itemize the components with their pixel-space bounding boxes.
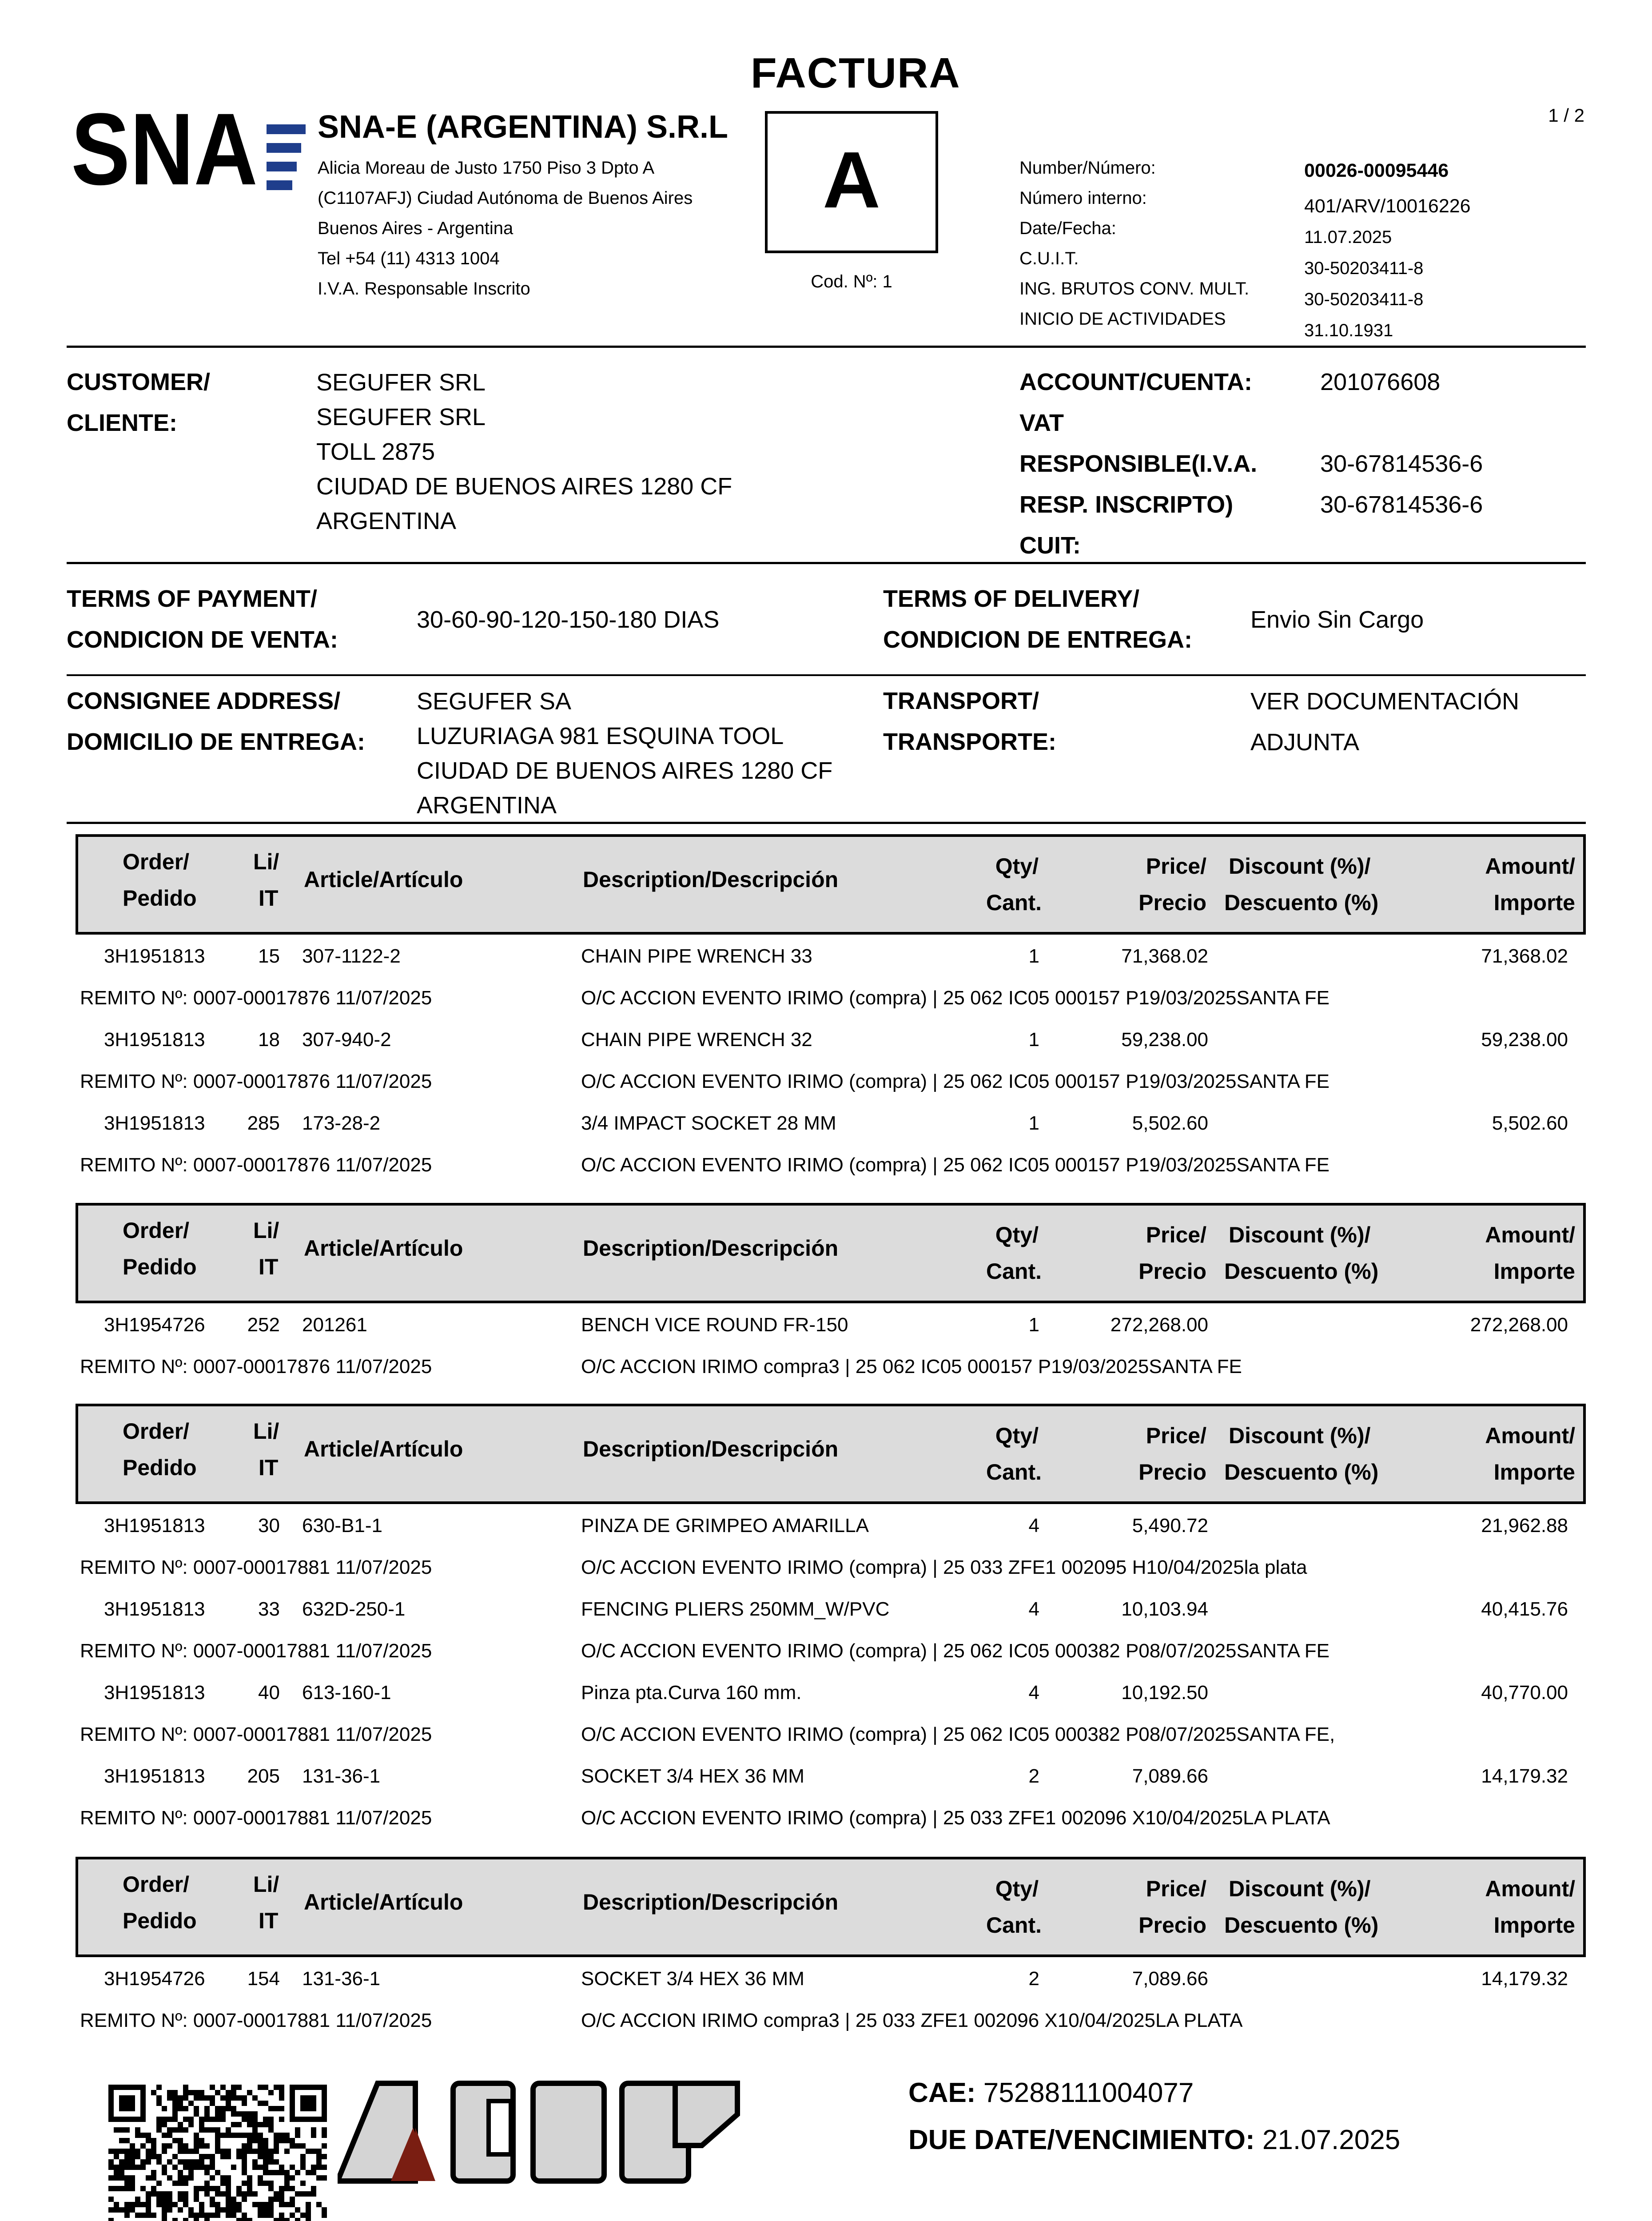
transport-value: VER DOCUMENTACIÓN bbox=[1250, 688, 1520, 715]
discount-col-header: Discount (%)/ bbox=[1229, 854, 1371, 879]
order-col-header: Pedido bbox=[123, 886, 197, 911]
cell-qty: 2 bbox=[1028, 1765, 1039, 1787]
cell-order: 3H1951813 bbox=[104, 1112, 205, 1134]
customer-line: ARGENTINA bbox=[316, 508, 457, 534]
cell-qty: 1 bbox=[1028, 1029, 1039, 1051]
description-col-header: Description/Descripción bbox=[583, 867, 839, 892]
divider bbox=[67, 822, 1586, 824]
cell-description: FENCING PLIERS 250MM_W/PVC bbox=[581, 1598, 890, 1620]
payment-terms-label: TERMS OF PAYMENT/ bbox=[67, 585, 318, 612]
qty-col-header: Qty/ bbox=[995, 1423, 1039, 1448]
cuit-value: 30-50203411-8 bbox=[1304, 259, 1424, 278]
line-col-header: Li/ bbox=[253, 849, 279, 874]
cell-li: 40 bbox=[258, 1682, 280, 1704]
afip-logo bbox=[338, 2079, 746, 2194]
discount-col-header: Descuento (%) bbox=[1224, 1460, 1379, 1485]
description-col-header: Description/Descripción bbox=[583, 1437, 839, 1461]
company-address-line: Alicia Moreau de Justo 1750 Piso 3 Dpto A bbox=[318, 158, 655, 178]
price-col-header: Precio bbox=[1138, 1259, 1206, 1284]
amount-col-header: Importe bbox=[1493, 1460, 1575, 1485]
invoice-type-letter: A bbox=[823, 135, 880, 225]
cell-order: 3H1951813 bbox=[104, 1682, 205, 1704]
delivery-terms-label: TERMS OF DELIVERY/ bbox=[883, 585, 1140, 612]
ingresos-brutos-value: 30-50203411-8 bbox=[1304, 290, 1424, 309]
order-note: O/C ACCION IRIMO compra3 | 25 033 ZFE1 002096 X10/04/2025LA PLATA bbox=[581, 2010, 1243, 2031]
customer-line: TOLL 2875 bbox=[316, 438, 435, 465]
cell-li: 154 bbox=[247, 1968, 280, 1990]
remito-note: REMITO Nº: 0007-00017881 11/07/2025 bbox=[80, 1640, 432, 1662]
cell-li: 33 bbox=[258, 1598, 280, 1620]
amount-col-header: Importe bbox=[1493, 890, 1575, 915]
cell-description: BENCH VICE ROUND FR-150 bbox=[581, 1314, 848, 1336]
line-col-header: Li/ bbox=[253, 1872, 279, 1897]
divider bbox=[67, 674, 1586, 676]
remito-note: REMITO Nº: 0007-00017876 11/07/2025 bbox=[80, 1154, 432, 1176]
cell-amount: 59,238.00 bbox=[1481, 1029, 1568, 1051]
cell-order: 3H1951813 bbox=[104, 1515, 205, 1536]
page-number: 1 / 2 bbox=[1548, 105, 1584, 126]
order-note: O/C ACCION IRIMO compra3 | 25 062 IC05 000157 P19/03/2025SANTA FE bbox=[581, 1356, 1242, 1377]
order-col-header: Pedido bbox=[123, 1908, 197, 1933]
cae-line bbox=[908, 2077, 1194, 2109]
meta-label: INICIO DE ACTIVIDADES bbox=[1019, 309, 1226, 329]
cell-order: 3H1951813 bbox=[104, 1598, 205, 1620]
cell-description: SOCKET 3/4 HEX 36 MM bbox=[581, 1765, 804, 1787]
table-header bbox=[76, 1857, 1586, 1957]
cell-amount: 5,502.60 bbox=[1492, 1112, 1568, 1134]
cell-qty: 2 bbox=[1028, 1968, 1039, 1990]
company-address-line: Buenos Aires - Argentina bbox=[318, 219, 514, 238]
remito-note: REMITO Nº: 0007-00017881 11/07/2025 bbox=[80, 1807, 432, 1829]
qty-col-header: Qty/ bbox=[995, 1876, 1039, 1901]
due-date-label: DUE DATE/VENCIMIENTO: bbox=[908, 2125, 1255, 2155]
qty-col-header: Cant. bbox=[986, 1913, 1042, 1938]
amount-col-header: Amount/ bbox=[1485, 854, 1575, 879]
remito-note: REMITO Nº: 0007-00017876 11/07/2025 bbox=[80, 987, 432, 1009]
order-col-header: Order/ bbox=[123, 1872, 190, 1897]
invoice-date: 11.07.2025 bbox=[1304, 227, 1392, 247]
amount-col-header: Importe bbox=[1493, 1259, 1575, 1284]
consignee-line: CIUDAD DE BUENOS AIRES 1280 CF bbox=[417, 757, 833, 784]
vat-label: RESP. INSCRIPTO) bbox=[1019, 491, 1234, 518]
order-col-header: Pedido bbox=[123, 1254, 197, 1279]
cell-article: 630-B1-1 bbox=[302, 1515, 383, 1536]
cell-article: 613-160-1 bbox=[302, 1682, 391, 1704]
meta-label: C.U.I.T. bbox=[1019, 249, 1079, 268]
line-col-header: Li/ bbox=[253, 1419, 279, 1444]
customer-vat: 30-67814536-6 bbox=[1320, 450, 1483, 477]
line-col-header: IT bbox=[259, 1455, 279, 1480]
customer-line: SEGUFER SRL bbox=[316, 369, 486, 396]
cell-order: 3H1951813 bbox=[104, 945, 205, 967]
line-col-header: IT bbox=[259, 886, 279, 911]
cell-li: 205 bbox=[247, 1765, 280, 1787]
payment-terms-value: 30-60-90-120-150-180 DIAS bbox=[417, 606, 720, 633]
cell-price: 10,103.94 bbox=[1121, 1598, 1208, 1620]
description-col-header: Description/Descripción bbox=[583, 1890, 839, 1915]
order-col-header: Order/ bbox=[123, 1218, 190, 1243]
order-note: O/C ACCION EVENTO IRIMO (compra) | 25 062 IC05 000157 P19/03/2025SANTA FE bbox=[581, 1071, 1330, 1092]
discount-col-header: Discount (%)/ bbox=[1229, 1423, 1371, 1448]
amount-col-header: Importe bbox=[1493, 1913, 1575, 1938]
company-name: SNA-E (ARGENTINA) S.R.L bbox=[318, 109, 728, 145]
order-note: O/C ACCION EVENTO IRIMO (compra) | 25 062 IC05 000382 P08/07/2025SANTA FE, bbox=[581, 1723, 1335, 1745]
transport-label: TRANSPORT/ bbox=[883, 688, 1039, 714]
meta-label: Número interno: bbox=[1019, 188, 1147, 208]
delivery-terms-value: Envio Sin Cargo bbox=[1250, 606, 1424, 633]
cell-qty: 4 bbox=[1028, 1598, 1039, 1620]
internal-number: 401/ARV/10016226 bbox=[1304, 195, 1471, 217]
qty-col-header: Qty/ bbox=[995, 1222, 1039, 1247]
amount-col-header: Amount/ bbox=[1485, 1876, 1575, 1901]
order-col-header: Order/ bbox=[123, 1419, 190, 1444]
price-col-header: Price/ bbox=[1146, 1876, 1206, 1901]
discount-col-header: Descuento (%) bbox=[1224, 1913, 1379, 1938]
cell-order: 3H1954726 bbox=[104, 1314, 205, 1336]
cell-li: 30 bbox=[258, 1515, 280, 1536]
cell-price: 71,368.02 bbox=[1121, 945, 1208, 967]
cell-qty: 4 bbox=[1028, 1682, 1039, 1704]
article-col-header: Article/Artículo bbox=[304, 1890, 463, 1915]
cell-description: SOCKET 3/4 HEX 36 MM bbox=[581, 1968, 804, 1990]
price-col-header: Price/ bbox=[1146, 854, 1206, 879]
cell-li: 252 bbox=[247, 1314, 280, 1336]
qty-col-header: Cant. bbox=[986, 1460, 1042, 1485]
line-col-header: IT bbox=[259, 1908, 279, 1933]
article-col-header: Article/Artículo bbox=[304, 867, 463, 892]
cell-article: 131-36-1 bbox=[302, 1968, 381, 1990]
vat-label: VAT bbox=[1019, 410, 1064, 436]
remito-note: REMITO Nº: 0007-00017881 11/07/2025 bbox=[80, 2010, 432, 2031]
cell-article: 307-1122-2 bbox=[302, 945, 401, 967]
cell-order: 3H1951813 bbox=[104, 1029, 205, 1051]
consignee-line: SEGUFER SA bbox=[417, 688, 572, 715]
price-col-header: Precio bbox=[1138, 890, 1206, 915]
customer-label: CUSTOMER/ bbox=[67, 369, 211, 395]
remito-note: REMITO Nº: 0007-00017881 11/07/2025 bbox=[80, 1556, 432, 1578]
discount-col-header: Discount (%)/ bbox=[1229, 1222, 1371, 1247]
delivery-terms-label: CONDICION DE ENTREGA: bbox=[883, 626, 1193, 653]
price-col-header: Precio bbox=[1138, 1913, 1206, 1938]
account-label: ACCOUNT/CUENTA: bbox=[1019, 369, 1252, 395]
consignee-line: LUZURIAGA 981 ESQUINA TOOL bbox=[417, 723, 784, 749]
document-title: FACTURA bbox=[751, 49, 961, 97]
divider bbox=[67, 346, 1586, 348]
cae-value: 75288111004077 bbox=[983, 2078, 1194, 2108]
cell-price: 5,490.72 bbox=[1132, 1515, 1208, 1536]
due-date-line bbox=[908, 2124, 1400, 2156]
cell-article: 173-28-2 bbox=[302, 1112, 381, 1134]
order-col-header: Pedido bbox=[123, 1455, 197, 1480]
cell-li: 15 bbox=[258, 945, 280, 967]
customer-label: CLIENTE: bbox=[67, 410, 177, 436]
meta-label: Number/Número: bbox=[1019, 158, 1156, 178]
cell-order: 3H1954726 bbox=[104, 1968, 205, 1990]
customer-cuit: 30-67814536-6 bbox=[1320, 491, 1483, 518]
transport-label: TRANSPORTE: bbox=[883, 728, 1056, 755]
table-header bbox=[76, 1404, 1586, 1504]
qty-col-header: Cant. bbox=[986, 1259, 1042, 1284]
due-date-value: 21.07.2025 bbox=[1262, 2125, 1401, 2155]
account-number: 201076608 bbox=[1320, 369, 1441, 395]
description-col-header: Description/Descripción bbox=[583, 1236, 839, 1261]
customer-line: CIUDAD DE BUENOS AIRES 1280 CF bbox=[316, 473, 732, 500]
order-note: O/C ACCION EVENTO IRIMO (compra) | 25 033 ZFE1 002095 H10/04/2025la plata bbox=[581, 1556, 1307, 1578]
company-phone: Tel +54 (11) 4313 1004 bbox=[318, 249, 500, 268]
cell-amount: 21,962.88 bbox=[1481, 1515, 1568, 1536]
qr-code bbox=[108, 2085, 327, 2221]
article-col-header: Article/Artículo bbox=[304, 1236, 463, 1261]
cell-qty: 4 bbox=[1028, 1515, 1039, 1536]
cell-price: 10,192.50 bbox=[1121, 1682, 1208, 1704]
price-col-header: Price/ bbox=[1146, 1222, 1206, 1247]
discount-col-header: Descuento (%) bbox=[1224, 1259, 1379, 1284]
customer-line: SEGUFER SRL bbox=[316, 404, 486, 430]
cell-price: 7,089.66 bbox=[1132, 1968, 1208, 1990]
cell-li: 285 bbox=[247, 1112, 280, 1134]
discount-col-header: Descuento (%) bbox=[1224, 890, 1379, 915]
cell-amount: 40,415.76 bbox=[1481, 1598, 1568, 1620]
cell-description: 3/4 IMPACT SOCKET 28 MM bbox=[581, 1112, 836, 1134]
remito-note: REMITO Nº: 0007-00017876 11/07/2025 bbox=[80, 1071, 432, 1092]
table-header bbox=[76, 834, 1586, 935]
qty-col-header: Qty/ bbox=[995, 854, 1039, 879]
cell-description: CHAIN PIPE WRENCH 33 bbox=[581, 945, 812, 967]
payment-terms-label: CONDICION DE VENTA: bbox=[67, 626, 338, 653]
start-activities-value: 31.10.1931 bbox=[1304, 321, 1393, 340]
amount-col-header: Amount/ bbox=[1485, 1423, 1575, 1448]
cell-price: 5,502.60 bbox=[1132, 1112, 1208, 1134]
amount-col-header: Amount/ bbox=[1485, 1222, 1575, 1247]
cell-description: Pinza pta.Curva 160 mm. bbox=[581, 1682, 802, 1704]
company-iva-status: I.V.A. Responsable Inscrito bbox=[318, 279, 530, 299]
cell-amount: 71,368.02 bbox=[1481, 945, 1568, 967]
price-col-header: Precio bbox=[1138, 1460, 1206, 1485]
invoice-code: Cod. Nº: 1 bbox=[811, 272, 892, 291]
transport-value: ADJUNTA bbox=[1250, 729, 1360, 756]
order-note: O/C ACCION EVENTO IRIMO (compra) | 25 033 ZFE1 002096 X10/04/2025LA PLATA bbox=[581, 1807, 1330, 1829]
remito-note: REMITO Nº: 0007-00017881 11/07/2025 bbox=[80, 1723, 432, 1745]
divider bbox=[67, 562, 1586, 564]
cae-label: CAE: bbox=[908, 2078, 976, 2108]
cell-description: CHAIN PIPE WRENCH 32 bbox=[581, 1029, 812, 1051]
cuit-label: CUIT: bbox=[1019, 532, 1081, 559]
cell-order: 3H1951813 bbox=[104, 1765, 205, 1787]
cell-article: 632D-250-1 bbox=[302, 1598, 406, 1620]
cell-article: 307-940-2 bbox=[302, 1029, 391, 1051]
cell-qty: 1 bbox=[1028, 1112, 1039, 1134]
svg-text:SNA: SNA bbox=[71, 107, 258, 195]
price-col-header: Price/ bbox=[1146, 1423, 1206, 1448]
meta-label: ING. BRUTOS CONV. MULT. bbox=[1019, 279, 1250, 299]
cell-amount: 14,179.32 bbox=[1481, 1765, 1568, 1787]
order-note: O/C ACCION EVENTO IRIMO (compra) | 25 062 IC05 000382 P08/07/2025SANTA FE bbox=[581, 1640, 1330, 1662]
cell-li: 18 bbox=[258, 1029, 280, 1051]
line-col-header: IT bbox=[259, 1254, 279, 1279]
company-logo bbox=[71, 107, 307, 195]
invoice-type-box bbox=[765, 111, 938, 253]
cell-price: 272,268.00 bbox=[1110, 1314, 1208, 1336]
order-note: O/C ACCION EVENTO IRIMO (compra) | 25 062 IC05 000157 P19/03/2025SANTA FE bbox=[581, 987, 1330, 1009]
cell-price: 59,238.00 bbox=[1121, 1029, 1208, 1051]
cell-description: PINZA DE GRIMPEO AMARILLA bbox=[581, 1515, 869, 1536]
order-note: O/C ACCION EVENTO IRIMO (compra) | 25 062 IC05 000157 P19/03/2025SANTA FE bbox=[581, 1154, 1330, 1176]
remito-note: REMITO Nº: 0007-00017876 11/07/2025 bbox=[80, 1356, 432, 1377]
cell-price: 7,089.66 bbox=[1132, 1765, 1208, 1787]
cell-amount: 14,179.32 bbox=[1481, 1968, 1568, 1990]
invoice-number: 00026-00095446 bbox=[1304, 160, 1449, 181]
cell-qty: 1 bbox=[1028, 945, 1039, 967]
qty-col-header: Cant. bbox=[986, 890, 1042, 915]
consignee-line: ARGENTINA bbox=[417, 792, 557, 819]
cell-article: 131-36-1 bbox=[302, 1765, 381, 1787]
consignee-label: CONSIGNEE ADDRESS/ bbox=[67, 688, 341, 714]
vat-label: RESPONSIBLE(I.V.A. bbox=[1019, 450, 1258, 477]
meta-label: Date/Fecha: bbox=[1019, 219, 1116, 238]
cell-amount: 40,770.00 bbox=[1481, 1682, 1568, 1704]
article-col-header: Article/Artículo bbox=[304, 1437, 463, 1461]
order-col-header: Order/ bbox=[123, 849, 190, 874]
line-col-header: Li/ bbox=[253, 1218, 279, 1243]
cell-qty: 1 bbox=[1028, 1314, 1039, 1336]
company-address-line: (C1107AFJ) Ciudad Autónoma de Buenos Aires bbox=[318, 188, 693, 208]
consignee-label: DOMICILIO DE ENTREGA: bbox=[67, 728, 365, 755]
discount-col-header: Discount (%)/ bbox=[1229, 1876, 1371, 1901]
table-header bbox=[76, 1203, 1586, 1303]
cell-amount: 272,268.00 bbox=[1470, 1314, 1568, 1336]
cell-article: 201261 bbox=[302, 1314, 367, 1336]
